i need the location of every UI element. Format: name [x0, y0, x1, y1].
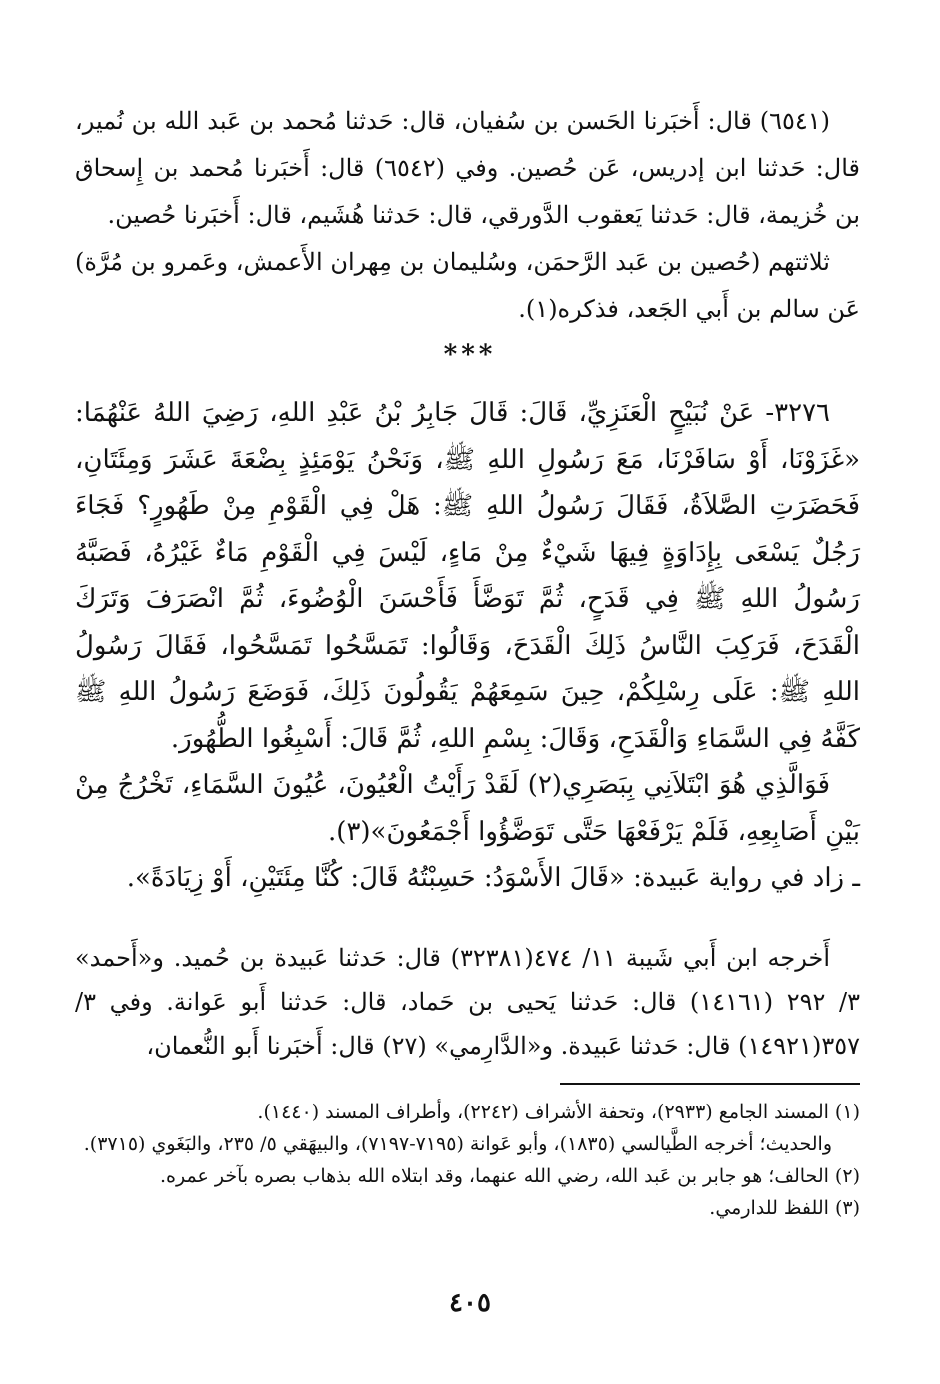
- page-number: ٤٠٥: [449, 1288, 491, 1318]
- footnote-divider: [560, 1083, 860, 1085]
- hadith-section: [75, 390, 860, 902]
- hadith-paragraph-2: فَوَالَّذِي هُوَ ابْتَلاَنِي بِبَصَرِي(٢) لَقَدْ رَأَيْتُ الْعُيُونَ، عُيُونَ السَّمَاءِ، تَخْرُجُ مِنْ بَيْنِ أَصَابِعِهِ، فَلَمْ يَرْفَعْهَا حَتَّى تَوَضَّؤُوا أَجْمَعُونَ»(٣).: [75, 770, 860, 847]
- takhrij-section: [75, 936, 860, 1068]
- hadith-addition: ـ زاد في رواية عَبيدة: «قَالَ الأَسْوَدُ: حَسِبْتُهُ قَالَ: كُنَّا مِئَتَيْنِ، أَوْ زِيَادَةً».: [126, 863, 860, 893]
- intro-paragraph-1: (٦٥٤١) قال: أَخبَرنا الحَسن بن سُفيان، قال: حَدثنا مُحمد بن عَبد الله بن نُمير، قال: حَدثنا ابن إدريس، عَن حُصين. وفي (٦٥٤٢) قال: أَخبَرنا مُحمد بن إِسحاق بن خُزيمة، قال: حَدثنا يَعقوب الدَّورقي، قال: حَدثنا هُشَيم، قال: أَخبَرنا حُصين.: [75, 107, 860, 229]
- hadith-paragraph-1: ٣٢٧٦- عَنْ نُبَيْحٍ الْعَنَزِيِّ، قَالَ: قَالَ جَابِرُ بْنُ عَبْدِ اللهِ، رَضِيَ اللهُ عَنْهُمَا: «غَزَوْنَا، أَوْ سَافَرْنَا، مَعَ رَسُولِ اللهِ ﷺ، وَنَحْنُ يَوْمَئِذٍ بِضْعَةَ عَشَرَ وَمِئَتَانِ، فَحَضَرَتِ الصَّلاَةُ، فَقَالَ رَسُولُ اللهِ ﷺ: هَلْ فِي الْقَوْمِ مِنْ طَهُورٍ؟ فَجَاءَ رَجُلٌ يَسْعَى بِإِدَاوَةٍ فِيهَا شَيْءٌ مِنْ مَاءٍ، لَيْسَ فِي الْقَوْمِ مَاءٌ غَيْرُهُ، فَصَبَّهُ رَسُولُ اللهِ ﷺ فِي قَدَحٍ، ثُمَّ تَوَضَّأَ فَأَحْسَنَ الْوُضُوءَ، ثُمَّ انْصَرَفَ وَتَرَكَ الْقَدَحَ، فَرَكِبَ النَّاسُ ذَلِكَ الْقَدَحَ، وَقَالُوا: تَمَسَّحُوا تَمَسَّحُوا، فَقَالَ رَسُولُ اللهِ ﷺ: عَلَى رِسْلِكُمْ، حِينَ سَمِعَهُمْ يَقُولُونَ ذَلِكَ، فَوَضَعَ رَسُولُ اللهِ ﷺ كَفَّهُ فِي السَّمَاءِ وَالْقَدَحِ، وَقَالَ: بِسْمِ اللهِ، ثُمَّ قَالَ: أَسْبِغُوا الطُّهُورَ.: [75, 398, 860, 754]
- intro-paragraph-2: ثلاثتهم (حُصين بن عَبد الرَّحمَن، وسُليمان بن مِهران الأَعمش، وعَمرو بن مُرَّة) عَن سالم بن أَبي الجَعد، فذكره(١).: [75, 248, 860, 323]
- footnote-1-continuation: والحديث؛ أخرجه الطَّيالسي (١٨٣٥)، وأبو عَوانة (٧١٩٥-٧١٩٧)، والبيهَقي ٥/ ٢٣٥، والبَغَوي (٣٧١٥).: [83, 1133, 832, 1155]
- takhrij-paragraph: أَخرجه ابن أَبي شَيبة ١١/ ٤٧٤(٣٢٣٨١) قال: حَدثنا عَبيدة بن حُميد. و«أَحمد» ٣/ ٢٩٢ (١٤١٦١) قال: حَدثنا يَحيى بن حَماد، قال: حَدثنا أَبو عَوانة. وفي ٣/ ٣٥٧(١٤٩٢١) قال: حَدثنا عَبيدة. و«الدَّارِمي» (٢٧) قال: أَخبَرنا أَبو النُّعمان،: [75, 944, 860, 1060]
- intro-section: [75, 98, 860, 333]
- footnotes-section: [75, 1096, 860, 1224]
- footnote-1: (١) المسند الجامع (٢٩٣٣)، وتحفة الأشراف (٢٢٤٢)، وأطراف المسند (١٤٤٠).: [257, 1101, 860, 1123]
- section-separator: ***: [443, 340, 497, 370]
- footnote-3: (٣) اللفظ للدارمي.: [709, 1197, 860, 1219]
- footnote-2: (٢) الحالف؛ هو جابر بن عَبد الله، رضي الله عنهما، وقد ابتلاه الله بذهاب بصره بآخر عمره.: [160, 1165, 860, 1187]
